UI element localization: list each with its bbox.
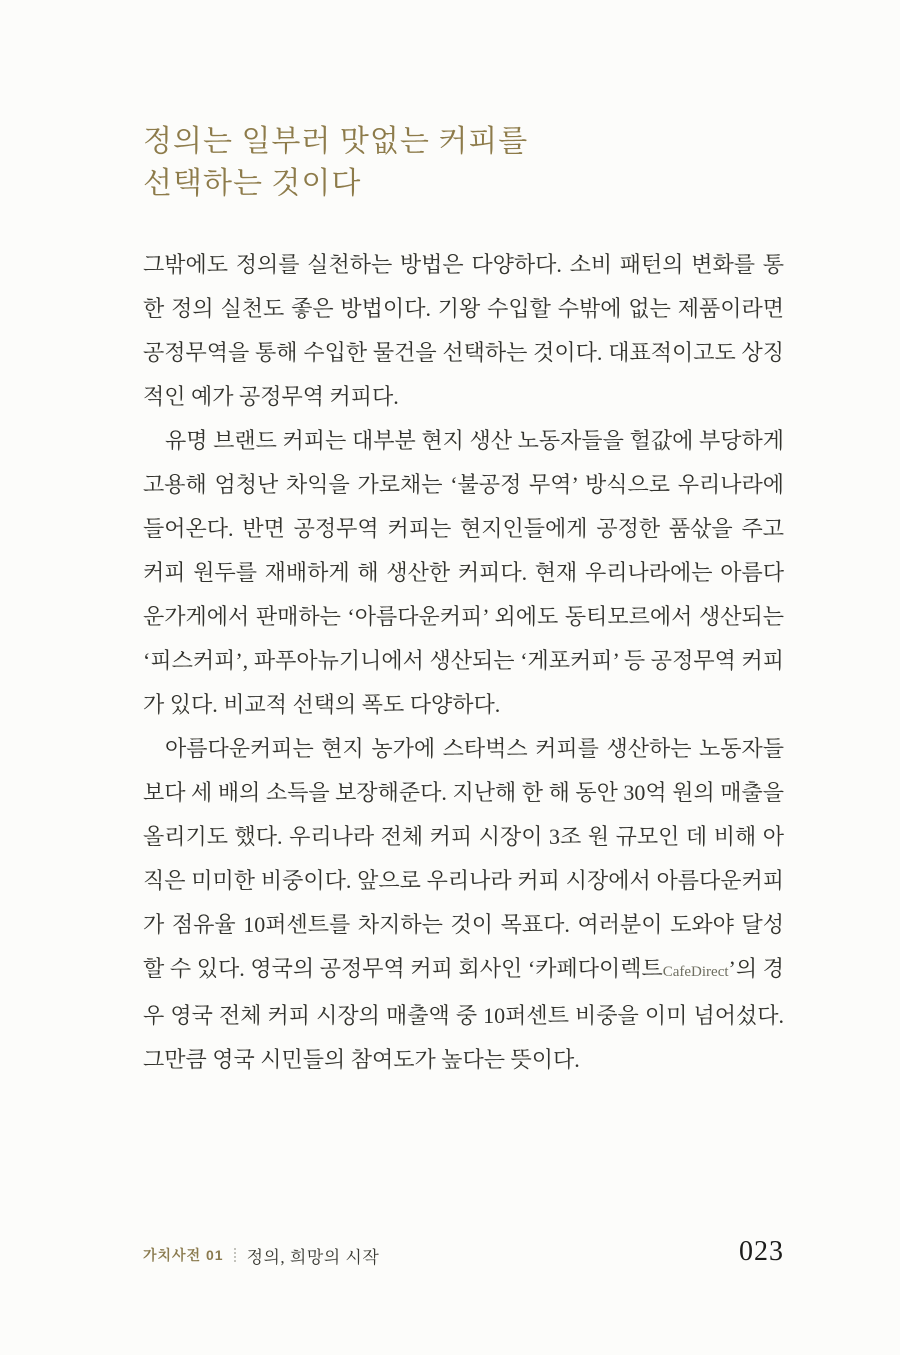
paragraph-3	[143, 727, 784, 1082]
title-line-1: 정의는 일부러 맛없는 커피를	[143, 125, 529, 158]
body-text	[143, 243, 784, 1082]
footer	[143, 1236, 784, 1268]
footer-separator-divider	[234, 1248, 236, 1262]
footer-left	[143, 1243, 379, 1268]
chapter-title: 정의, 희망의 시작	[246, 1247, 380, 1267]
latin-annotation: CafeDirect	[662, 964, 729, 980]
title-line-2: 선택하는 것이다	[143, 167, 362, 200]
paragraph-2: 유명 브랜드 커피는 대부분 현지 생산 노동자들을 헐값에 부당하게 고용해 엄청난 차익을 가로채는 ‘불공정 무역’ 방식으로 우리나라에 들어온다. 반면 공정무역 커피는 현지인들에게 공정한 품삯을 주고 커피 원두를 재배하게 해 생산한 커피다. 현재 우리나라에는 아름다운가게에서 판매하는 ‘아름다운커피’ 외에도 동티모르에서 생산되는 ‘피스커피’, 파푸아뉴기니에서 생산되는 ‘게포커피’ 등 공정무역 커피가 있다. 비교적 선택의 폭도 다양하다.	[143, 428, 784, 717]
paragraph-1: 그밖에도 정의를 실천하는 방법은 다양하다. 소비 패턴의 변화를 통한 정의 실천도 좋은 방법이다. 기왕 수입할 수밖에 없는 제품이라면 공정무역을 통해 수입한 물건을 선택하는 것이다. 대표적이고도 상징적인 예가 공정무역 커피다.	[143, 252, 784, 409]
page-number: 023	[739, 1236, 784, 1267]
paragraph-3-text-after: ’의 경우 영국 전체 커피 시장의 매출액 중 10퍼센트 비중을 이미 넘어섰다. 그만큼 영국 시민들의 참여도가 높다는 뜻이다.	[143, 956, 784, 1072]
series-label: 가치사전 01	[143, 1247, 224, 1263]
paragraph-3-text-before: 아름다운커피는 현지 농가에 스타벅스 커피를 생산하는 노동자들보다 세 배의 소득을 보장해준다. 지난해 한 해 동안 30억 원의 매출을 올리기도 했다. 우리나라 전체 커피 시장이 3조 원 규모인 데 비해 아직은 미미한 비중이다. 앞으로 우리나라 커피 시장에서 아름다운커피가 점유율 10퍼센트를 차지하는 것이 목표다. 여러분이 도와야 달성할 수 있다. 영국의 공정무역 커피 회사인 ‘카페다이렉트	[143, 736, 784, 981]
page-title	[143, 121, 528, 205]
